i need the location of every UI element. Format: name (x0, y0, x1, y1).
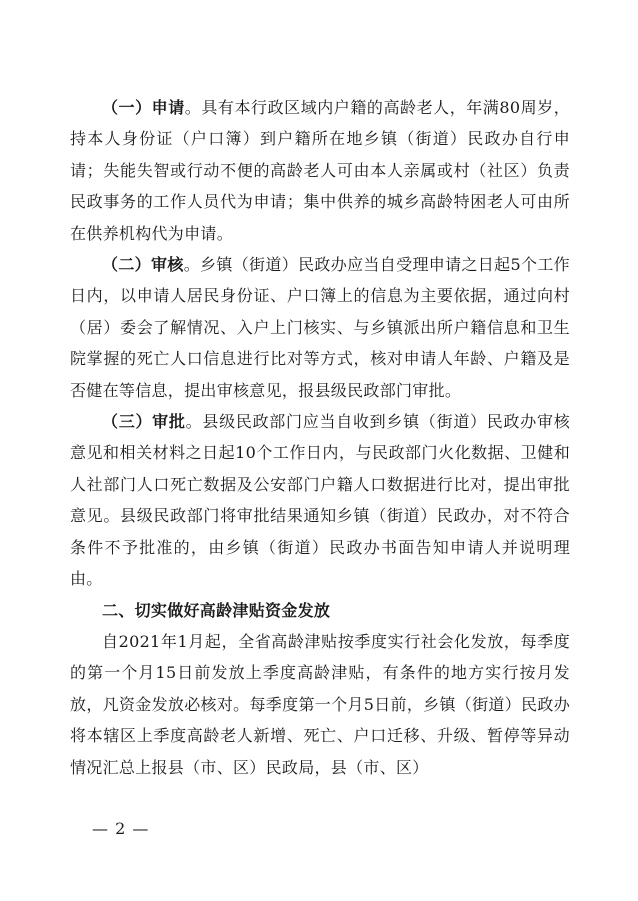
paragraph-application (70, 92, 570, 249)
section-heading: 二、切实做好高龄津贴资金发放 (102, 600, 331, 620)
paragraph-distribution: 自2021年1月起，全省高龄津贴按季度实行社会化发放，每季度的第一个月15日前发放上季度高龄津贴，有条件的地方实行按月发放，凡资金发放必核对。每季度第一个月5日前，乡镇（街道）民政办将本辖区上季度高龄老人新增、死亡、户口迁移、升级、暂停等异动情况汇总上报县（市、区）民政局，县（市、区） (70, 631, 570, 777)
paragraph-text-approval: 。县级民政部门应当自收到乡镇（街道）民政办审核意见和相关材料之日起10个工作日内，与民政部门火化数据、卫健和人社部门人口死亡数据及公安部门户籍人口数据进行比对，提出审批意见。县级民政部门将审批结果通知乡镇（街道）民政办，对不符合条件不予批准的，由乡镇（街道）民政办书面告知申请人并说明理由。 (70, 412, 570, 589)
paragraph-lead-review: （二）审核 (102, 255, 184, 275)
document-page (70, 92, 570, 783)
paragraph-text-review: 。乡镇（街道）民政办应当自受理申请之日起5个工作日内，以申请人居民身份证、户口簿上的信息为主要依据，通过向村（居）委会了解情况、入户上门核实、与乡镇派出所户籍信息和卫生院掌握的死亡人口信息进行比对等方式，核对申请人年龄、户籍及是否健在等信息，提出审核意见，报县级民政部门审批。 (70, 255, 570, 400)
paragraph-approval (70, 406, 570, 594)
paragraph-lead-approval: （三）审批 (102, 412, 186, 432)
paragraph-text-application: 。具有本行政区域内户籍的高龄老人，年满80周岁，持本人身份证（户口簿）到户籍所在地乡镇（街道）民政办自行申请；失能失智或行动不便的高龄老人可由本人亲属或村（社区）负责民政事务的工作人员代为申请；集中供养的城乡高龄特困老人可由所在供养机构代为申请。 (70, 98, 570, 243)
paragraph-review (70, 249, 570, 406)
page-number: — 2 — (92, 819, 150, 838)
paragraph-lead-application: （一）申请 (102, 98, 185, 117)
